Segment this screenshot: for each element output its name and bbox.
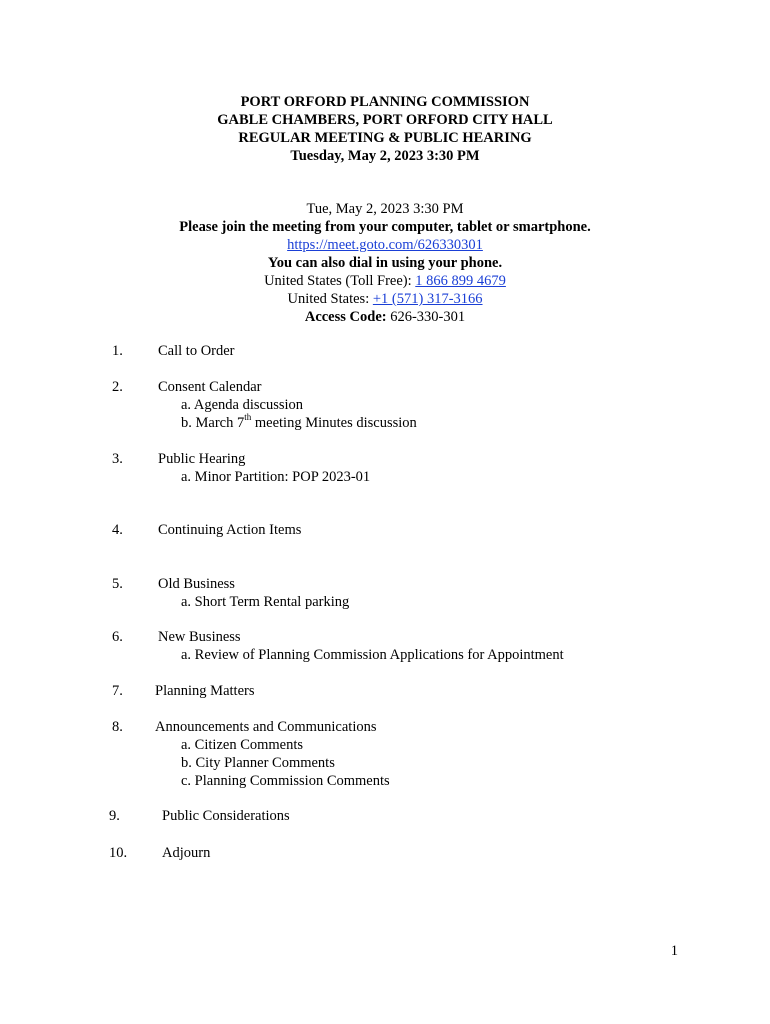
toll-free-line: [0, 272, 770, 290]
agenda-item-public-considerations: Public Considerations: [162, 808, 290, 824]
agenda-item-continuing-action: Continuing Action Items: [158, 522, 302, 538]
title-meeting-type: REGULAR MEETING & PUBLIC HEARING: [238, 130, 532, 146]
agenda-item-announcements: Announcements and Communications: [155, 719, 377, 735]
title-date: Tuesday, May 2, 2023 3:30 PM: [290, 148, 480, 164]
agenda-item-new-business: New Business: [158, 629, 241, 645]
join-link-line: [0, 236, 770, 254]
sub-item: a. Agenda discussion: [181, 397, 304, 413]
agenda-item-old-business: Old Business: [158, 576, 235, 592]
sub-item: a. Minor Partition: POP 2023-01: [181, 469, 371, 485]
agenda-number: 5.: [112, 576, 123, 592]
dial-instructions: You can also dial in using your phone.: [267, 255, 503, 271]
agenda-item-adjourn: Adjourn: [162, 845, 211, 861]
agenda-number: 9.: [109, 808, 120, 824]
toll-free-label: United States (Toll Free):: [264, 273, 416, 289]
title-commission: PORT ORFORD PLANNING COMMISSION: [240, 94, 530, 110]
sub-item: a. Review of Planning Commission Applications for Appointment: [181, 647, 564, 663]
toll-free-number-link[interactable]: 1 866 899 4679: [415, 273, 506, 289]
title-location: GABLE CHAMBERS, PORT ORFORD CITY HALL: [217, 112, 553, 128]
sub-item-text: b. March 7: [181, 415, 245, 431]
agenda-item-consent-calendar: Consent Calendar: [158, 379, 262, 395]
agenda-item-call-to-order: Call to Order: [158, 343, 235, 359]
sub-item: a. Citizen Comments: [181, 737, 304, 753]
agenda-number: 3.: [112, 451, 123, 467]
agenda-number: 4.: [112, 522, 123, 538]
agenda-number: 1.: [112, 343, 123, 359]
meeting-datetime: Tue, May 2, 2023 3:30 PM: [306, 201, 464, 217]
sub-item: b. City Planner Comments: [181, 755, 335, 771]
sub-item: [181, 414, 417, 432]
access-code-value: 626-330-301: [386, 309, 466, 325]
agenda-number: 2.: [112, 379, 123, 395]
join-instructions: Please join the meeting from your computer, tablet or smartphone.: [179, 219, 591, 235]
agenda-number: 7.: [112, 683, 123, 699]
sub-item: a. Short Term Rental parking: [181, 594, 350, 610]
agenda-number: 6.: [112, 629, 123, 645]
agenda-item-planning-matters: Planning Matters: [155, 683, 255, 699]
agenda-number: 10.: [109, 845, 128, 861]
us-phone-label: United States:: [287, 291, 373, 307]
page-number: 1: [670, 943, 678, 959]
sub-item-text: meeting Minutes discussion: [251, 415, 417, 431]
sub-item: c. Planning Commission Comments: [181, 773, 390, 789]
us-phone-line: [0, 290, 770, 308]
access-code-line: [0, 308, 770, 326]
meeting-link[interactable]: https://meet.goto.com/626330301: [287, 237, 483, 253]
us-phone-number-link[interactable]: +1 (571) 317-3166: [372, 291, 483, 307]
ordinal-suffix: th: [244, 412, 252, 423]
access-code-label: Access Code:: [304, 309, 387, 325]
agenda-item-public-hearing: Public Hearing: [158, 451, 246, 467]
agenda-number: 8.: [112, 719, 123, 735]
